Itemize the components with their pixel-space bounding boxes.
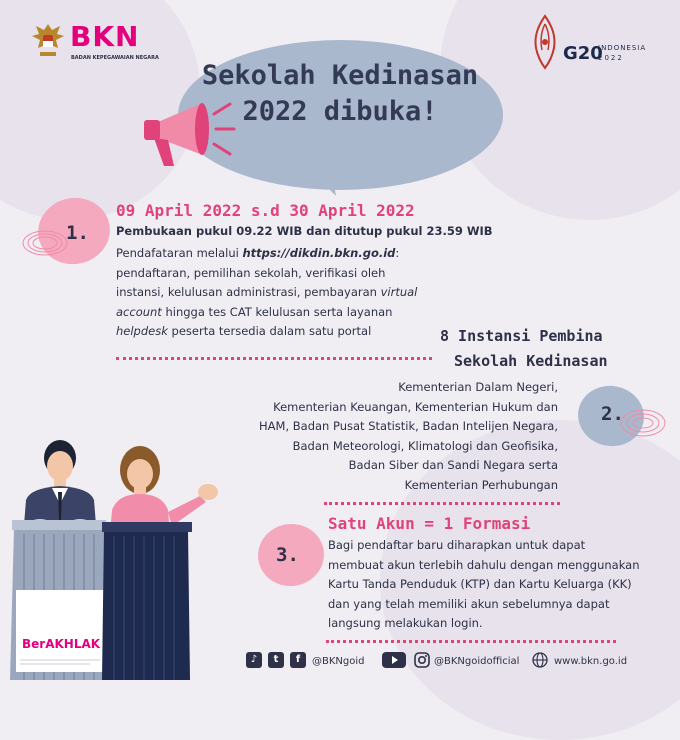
section1-heading: 09 April 2022 s.d 30 April 2022 (116, 201, 415, 220)
section1-text: hingga tes CAT kelulusan serta layanan (161, 304, 393, 319)
youtube-icon[interactable] (382, 652, 406, 668)
section3-heading: Satu Akun = 1 Formasi (328, 514, 531, 533)
section1-text: virtual account (116, 285, 418, 319)
section1-paragraph (116, 244, 436, 342)
section3-line: Bagi pendaftar baru diharapkan untuk dapat (328, 538, 586, 552)
section1-subheading: Pembukaan pukul 09.22 WIB dan ditutup pukul 23.59 WIB (116, 224, 493, 238)
footer-website-link[interactable]: www.bkn.go.id (554, 656, 628, 667)
g20-logo-text: G20 (563, 43, 603, 64)
section3-line: langsung melakukan login. (328, 616, 483, 630)
section1-text: helpdesk (116, 324, 168, 338)
facebook-icon[interactable]: f (290, 652, 306, 668)
section2-heading-line1: 8 Instansi Pembina (440, 327, 603, 345)
section2-number: 2. (601, 403, 624, 425)
section3-line: membuat akun terlebih dahulu dengan menggunakan (328, 557, 640, 572)
bubble-tail (300, 160, 340, 200)
bkn-logo-text: BKN (70, 20, 140, 53)
section2-line: HAM, Badan Pusat Statistik, Badan Intelijen Negara, (259, 419, 558, 433)
megaphone-icon (130, 92, 240, 182)
section2-heading-line2: Sekolah Kedinasan (454, 352, 608, 370)
title-line2: 2022 dibuka! (242, 96, 438, 127)
footer-handle-primary[interactable]: @BKNgoid (312, 656, 365, 667)
title-line1: Sekolah Kedinasan (201, 60, 479, 91)
globe-icon (532, 652, 548, 668)
swirl-icon (618, 398, 668, 448)
footer-handle-secondary[interactable]: @BKNgoidofficial (434, 656, 520, 667)
garuda-emblem-icon (30, 20, 66, 60)
instagram-icon[interactable] (414, 652, 430, 668)
section1-text: peserta tersedia dalam satu portal (167, 324, 372, 338)
g20-country: INDONESIA (598, 44, 647, 52)
tiktok-icon[interactable]: ♪ (246, 652, 262, 668)
section2-list (240, 378, 558, 495)
bkn-logo-subtitle: BADAN KEPEGAWAIAN NEGARA (71, 55, 159, 61)
section2-line: Badan Meteorologi, Klimatologi dan Geofisika, (292, 438, 558, 453)
section1-text: : pendaftaran, pemilihan sekolah, verifikasi oleh instansi, kelulusan administrasi, pembayaran (116, 246, 400, 299)
section2-line: Kementerian Keuangan, Kementerian Hukum dan (273, 399, 558, 414)
section-divider (326, 640, 616, 643)
section1-text: Pendafataran melalui (116, 246, 243, 260)
section2-heading (440, 324, 660, 374)
section-divider (116, 357, 432, 360)
section3-number: 3. (276, 544, 299, 566)
section-divider (324, 502, 560, 505)
g20-year: 2022 (598, 54, 624, 62)
section3-line: Kartu Tanda Penduduk (KTP) dan Kartu Keluarga (KK) (328, 577, 632, 591)
twitter-icon[interactable]: t (268, 652, 284, 668)
section1-number: 1. (66, 222, 89, 244)
berakhlak-logo: BerAKHLAK (22, 637, 101, 651)
registration-link[interactable]: https://dikdin.bkn.go.id (242, 246, 396, 260)
section2-line: Badan Siber dan Sandi Negara serta (348, 458, 558, 472)
g20-gunungan-icon (532, 14, 558, 70)
section3-line: dan yang telah memiliki akun sebelumnya dapat (328, 596, 610, 611)
swirl-icon (20, 218, 70, 268)
section3-paragraph (328, 536, 668, 634)
g20-logo (528, 14, 668, 74)
section2-line: Kementerian Dalam Negeri, (398, 380, 558, 394)
section2-line: Kementerian Perhubungan (404, 477, 558, 492)
bkn-logo (30, 20, 190, 62)
